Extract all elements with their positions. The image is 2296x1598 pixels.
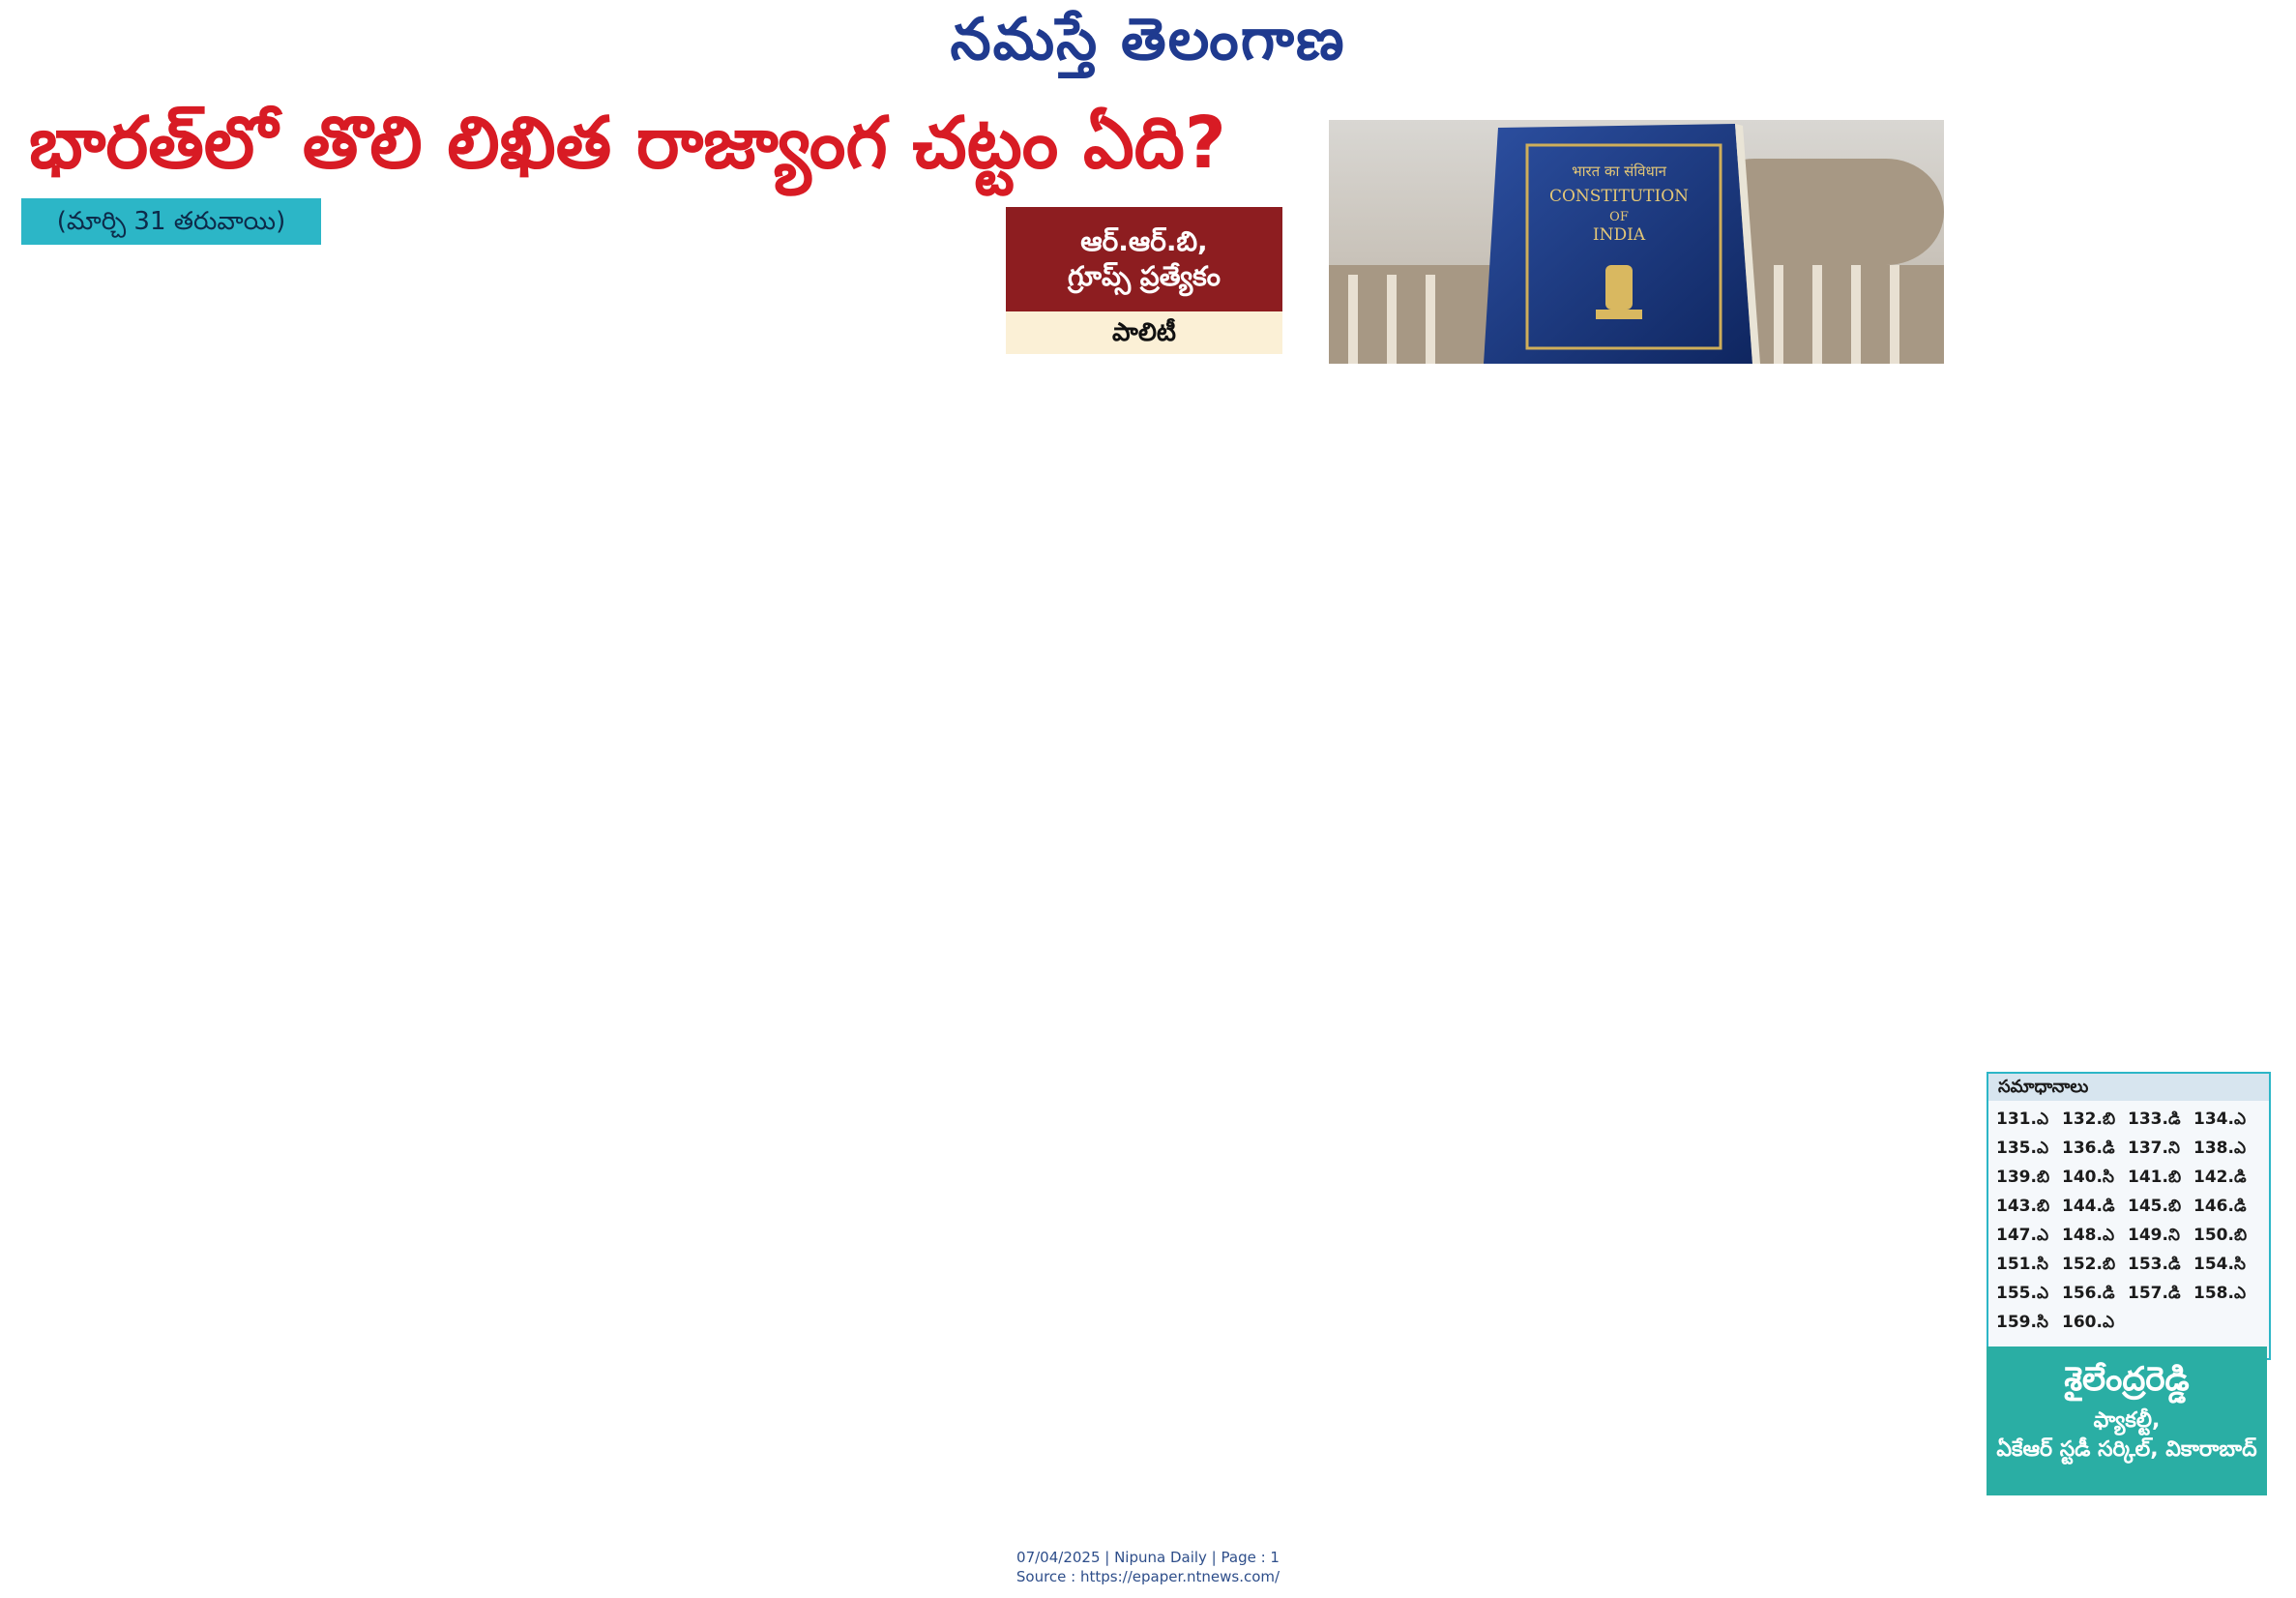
- answer-row: [1996, 1252, 2259, 1281]
- column-2: [356, 193, 675, 1507]
- answer-cell: 159.సి: [1996, 1313, 2048, 1332]
- author-role: ఫ్యాకల్టీ,: [2093, 1408, 2161, 1433]
- rrb-badge-line2: గ్రూప్స్‌ ప్రత్యేకం: [1067, 260, 1221, 292]
- book-title-line2: CONSTITUTION: [1548, 187, 1690, 206]
- answer-cell: 155.ఎ: [1996, 1284, 2049, 1303]
- answer-row: [1996, 1310, 2259, 1339]
- masthead: నమస్తే తెలంగాణ: [950, 6, 1346, 74]
- answer-cell: 158.ఎ: [2193, 1284, 2247, 1303]
- answer-cell: 132.బి: [2062, 1110, 2116, 1129]
- rrb-groups-badge: [1006, 207, 1282, 311]
- answer-cell: 137.ని: [2128, 1139, 2180, 1158]
- answer-row: [1996, 1281, 2259, 1310]
- answer-cell: 135.ఎ: [1996, 1139, 2049, 1158]
- answer-cell: 147.ఎ: [1996, 1226, 2049, 1245]
- answer-cell: 151.సి: [1996, 1255, 2048, 1274]
- answer-cell: 143.బి: [1996, 1197, 2050, 1216]
- answer-cell: 144.డి: [2062, 1197, 2115, 1216]
- column-5: [1331, 381, 1638, 1507]
- column-6: [1648, 381, 1977, 1507]
- answer-cell: 138.ఎ: [2193, 1139, 2247, 1158]
- answer-key-box: [1987, 1072, 2271, 1360]
- answer-cell: 149.ని: [2128, 1226, 2180, 1245]
- answer-key-title: సమాధానాలు: [1988, 1074, 2269, 1101]
- headline: భారత్‌లో తొలి లిఖిత రాజ్యాంగ చట్టం ఏది?: [29, 102, 1226, 185]
- answer-cell: 156.డి: [2062, 1284, 2115, 1303]
- footer-source-line[interactable]: Source : https://epaper.ntnews.com/: [1016, 1568, 1280, 1585]
- answer-cell: 154.సి: [2193, 1255, 2246, 1274]
- answer-cell: 153.డి: [2128, 1255, 2181, 1274]
- answer-row: [1996, 1165, 2259, 1194]
- author-institute: ఏకేఆర్‌ స్టడీ సర్కిల్‌, వికారాబాద్‌: [1996, 1437, 2257, 1462]
- constitution-book-image: [1329, 120, 1944, 364]
- answer-cell: 140.సి: [2062, 1168, 2114, 1187]
- answer-key-table: [1996, 1107, 2259, 1339]
- book-title-hindi: भारत का संविधान: [1572, 163, 1666, 180]
- answer-cell: 145.బి: [2128, 1197, 2182, 1216]
- answer-cell: [2128, 1310, 2193, 1339]
- subject-label: పాలిటీ: [1006, 311, 1282, 354]
- answer-cell: 148.ఎ: [2062, 1226, 2115, 1245]
- answer-row: [1996, 1223, 2259, 1252]
- footer: [0, 1548, 2296, 1586]
- answer-cell: [2193, 1310, 2259, 1339]
- answer-cell: 139.బి: [1996, 1168, 2050, 1187]
- author-box: [1987, 1346, 2267, 1495]
- column-1: [17, 259, 344, 1507]
- column-4: [1006, 360, 1325, 1507]
- column-7: [1987, 120, 2277, 1058]
- answer-cell: 142.డి: [2193, 1168, 2247, 1187]
- answer-cell: 131.ఎ: [1996, 1110, 2049, 1129]
- answer-row: [1996, 1136, 2259, 1165]
- continuation-tag: (మార్చి 31 తరువాయి): [21, 198, 321, 245]
- answer-cell: 157.డి: [2128, 1284, 2181, 1303]
- author-name: శైలేంద్రరెడ్డి: [2064, 1360, 2190, 1399]
- answer-cell: 134.ఎ: [2193, 1110, 2247, 1129]
- footer-date-line: 07/04/2025 | Nipuna Daily | Page : 1: [1016, 1549, 1280, 1566]
- answer-cell: 160.ఎ: [2062, 1313, 2115, 1332]
- answer-cell: 136.డి: [2062, 1139, 2115, 1158]
- answer-row: [1996, 1107, 2259, 1136]
- book-title-line3: OF: [1609, 210, 1629, 224]
- answer-cell: 146.డి: [2193, 1197, 2247, 1216]
- rrb-badge-line1: ఆర్‌.ఆర్‌.బి,: [1080, 225, 1208, 257]
- answer-cell: 133.డి: [2128, 1110, 2181, 1129]
- book-title-line4: INDIA: [1592, 225, 1646, 245]
- constitution-photo: [1329, 120, 1944, 364]
- column-3: [681, 193, 1000, 1507]
- answer-cell: 152.బి: [2062, 1255, 2116, 1274]
- answer-cell: 150.బి: [2193, 1226, 2248, 1245]
- answer-cell: 141.బి: [2128, 1168, 2182, 1187]
- answer-row: [1996, 1194, 2259, 1223]
